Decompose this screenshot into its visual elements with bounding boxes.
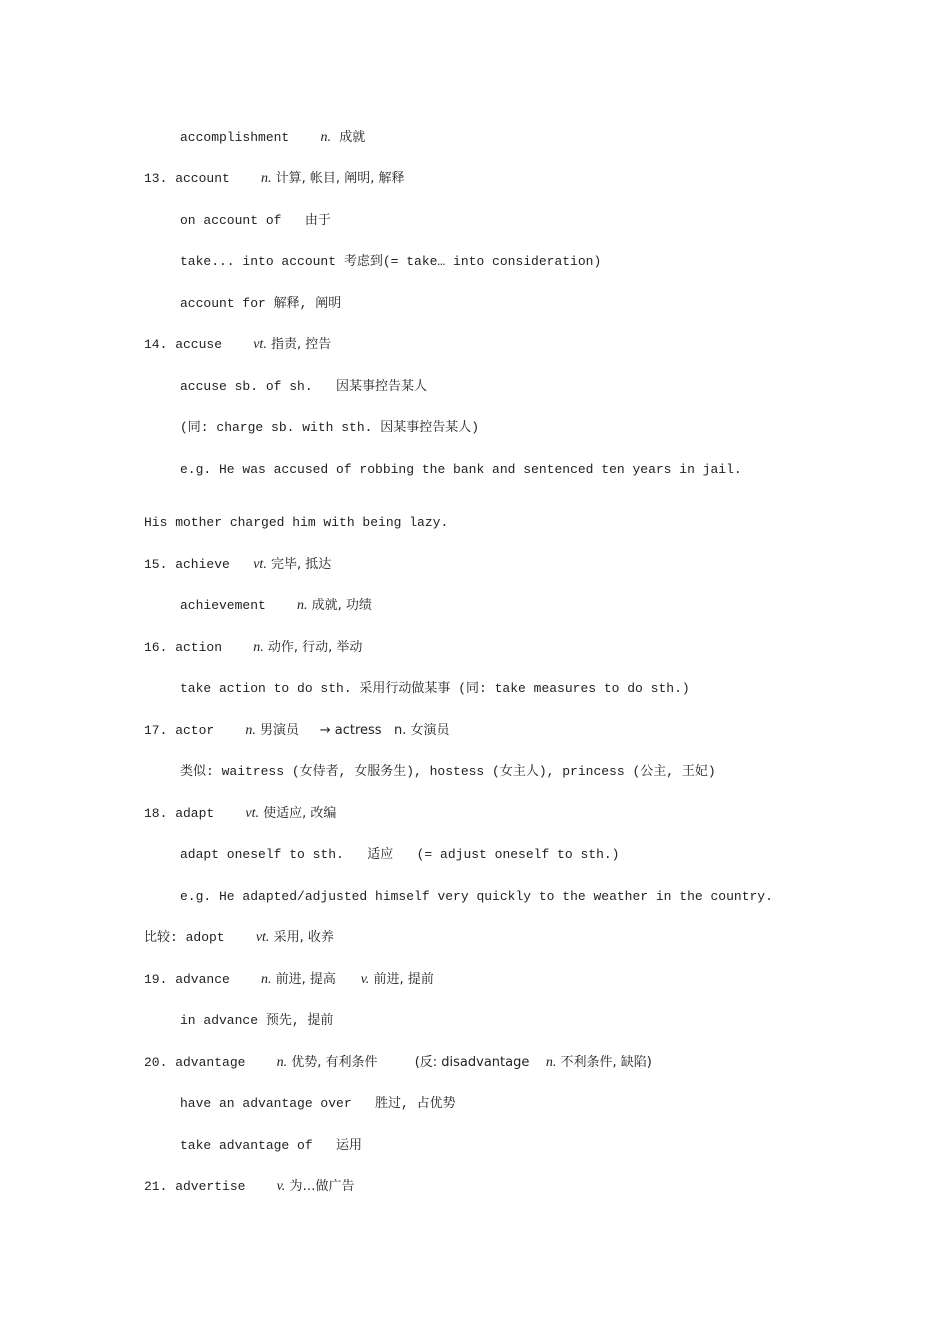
phrase-have-advantage-over: have an advantage over 胜过, 占优势 — [180, 1096, 456, 1111]
phrase-take-action: take action to do sth. 采用行动做某事 (同: take measures to do sth.) — [180, 681, 690, 696]
entry-advantage: 20. advantage n. 优势, 有利条件 (反: disadvantage n. 不利条件, 缺陷) — [144, 1055, 652, 1070]
entry-accomplishment: accomplishment n. 成就 — [180, 130, 366, 145]
entry-accuse: 14. accuse vt. 指责, 控告 — [144, 337, 332, 352]
entry-account: 13. account n. 计算, 帐目, 阐明, 解释 — [144, 171, 405, 186]
entry-adapt: 18. adapt vt. 使适应, 改编 — [144, 806, 337, 821]
phrase-account-for: account for 解释, 阐明 — [180, 296, 342, 311]
phrase-on-account-of: on account of 由于 — [180, 213, 331, 228]
synonym-charge-with: (同: charge sb. with sth. 因某事控告某人) — [180, 420, 480, 435]
compare-adopt: 比较: adopt vt. 采用, 收养 — [144, 930, 334, 945]
phrase-take-advantage-of: take advantage of 运用 — [180, 1138, 363, 1153]
entry-achievement: achievement n. 成就, 功绩 — [180, 598, 372, 613]
phrase-accuse-sb-of-sth: accuse sb. of sh. 因某事控告某人 — [180, 379, 428, 394]
example-adapted: e.g. He adapted/adjusted himself very quickly to the weather in the country. — [180, 889, 773, 904]
example-charged: His mother charged him with being lazy. — [144, 515, 449, 530]
entry-advertise: 21. advertise v. 为…做广告 — [144, 1179, 355, 1194]
phrase-take-into-account: take... into account 考虑到(= take… into consideration) — [180, 254, 602, 269]
entry-actor: 17. actor n. 男演员 → actress n. 女演员 — [144, 723, 450, 738]
entry-advance: 19. advance n. 前进, 提高 v. 前进, 提前 — [144, 972, 434, 987]
similar-words-note: 类似: waitress (女侍者, 女服务生), hostess (女主人), princess (公主, 王妃) — [180, 764, 716, 779]
example-accused: e.g. He was accused of robbing the bank and sentenced ten years in jail. — [180, 462, 742, 477]
entry-action: 16. action n. 动作, 行动, 举动 — [144, 640, 363, 655]
entry-achieve: 15. achieve vt. 完毕, 抵达 — [144, 557, 332, 572]
phrase-adapt-oneself: adapt oneself to sth. 适应 (= adjust oneself to sth.) — [180, 847, 620, 862]
phrase-in-advance: in advance 预先, 提前 — [180, 1013, 334, 1028]
